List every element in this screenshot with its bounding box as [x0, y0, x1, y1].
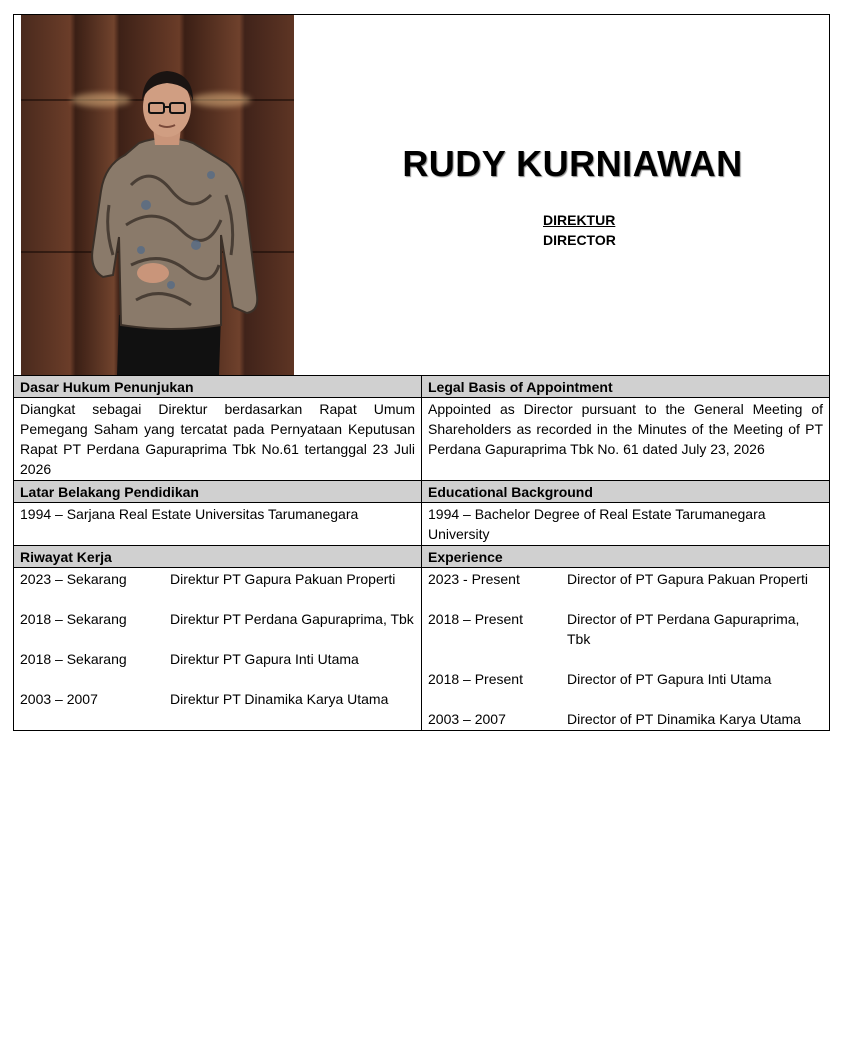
experience-period: 2018 – Present [428, 611, 523, 627]
experience-period: 2018 – Sekarang [20, 651, 127, 667]
experience-row [14, 568, 829, 730]
experience-position: Director of PT Gapura Inti Utama [567, 671, 772, 687]
experience-position: Direktur PT Dinamika Karya Utama [170, 691, 389, 707]
experience-item [428, 669, 823, 689]
experience-period: 2018 – Sekarang [20, 611, 127, 627]
experience-period: 2023 – Sekarang [20, 571, 127, 587]
education-text-en: 1994 – Bachelor Degree of Real Estate Tarumanegara University [428, 506, 766, 542]
person-name: RUDY KURNIAWAN [402, 143, 743, 184]
education-header-en: Educational Background [422, 481, 829, 502]
experience-position: Direktur PT Gapura Inti Utama [170, 651, 359, 667]
legal-basis-text-en: Appointed as Director pursuant to the General Meeting of Shareholders as recorded in the Minutes of the Meeting of PT Perdana Gapuraprima Tbk No. 61 dated July 23, 2026 [428, 401, 823, 457]
experience-item [20, 609, 415, 629]
legal-basis-row [14, 398, 829, 481]
experience-list-en [422, 568, 829, 730]
experience-position: Director of PT Gapura Pakuan Properti [567, 571, 808, 587]
experience-list-id [14, 568, 422, 730]
experience-period: 2023 - Present [428, 571, 520, 587]
education-row [14, 503, 829, 546]
experience-position: Direktur PT Gapura Pakuan Properti [170, 571, 396, 587]
experience-item [20, 689, 415, 709]
education-header-row [14, 481, 829, 503]
experience-period: 2003 – 2007 [20, 691, 98, 707]
experience-period: 2018 – Present [428, 671, 523, 687]
experience-position: Director of PT Perdana Gapuraprima, Tbk [567, 611, 800, 647]
experience-position: Director of PT Dinamika Karya Utama [567, 711, 801, 727]
experience-header-en: Experience [422, 546, 829, 567]
position-title-id: DIREKTUR [543, 212, 616, 228]
position-title-en: DIRECTOR [543, 232, 616, 248]
experience-item [428, 709, 823, 729]
experience-period: 2003 – 2007 [428, 711, 506, 727]
legal-basis-header-row [14, 376, 829, 398]
experience-item [428, 609, 823, 649]
profile-header [14, 15, 829, 376]
experience-item [20, 569, 415, 589]
legal-basis-text-id: Diangkat sebagai Direktur berdasarkan Rapat Umum Pemegang Saham yang tercatat pada Pernyataan Keputusan Rapat PT Perdana Gapuraprima Tbk No.61 tertanggal 23 Juli 2026 [14, 398, 422, 480]
education-header-id: Latar Belakang Pendidikan [14, 481, 422, 502]
experience-item [20, 649, 415, 669]
portrait-photo [21, 15, 294, 375]
experience-header-id: Riwayat Kerja [14, 546, 422, 567]
experience-item [428, 569, 823, 589]
legal-basis-header-id: Dasar Hukum Penunjukan [14, 376, 422, 397]
experience-position: Direktur PT Perdana Gapuraprima, Tbk [170, 611, 414, 627]
profile-card [13, 14, 830, 731]
experience-header-row [14, 546, 829, 568]
legal-basis-header-en: Legal Basis of Appointment [422, 376, 829, 397]
education-text-id: 1994 – Sarjana Real Estate Universitas Tarumanegara [14, 503, 422, 545]
